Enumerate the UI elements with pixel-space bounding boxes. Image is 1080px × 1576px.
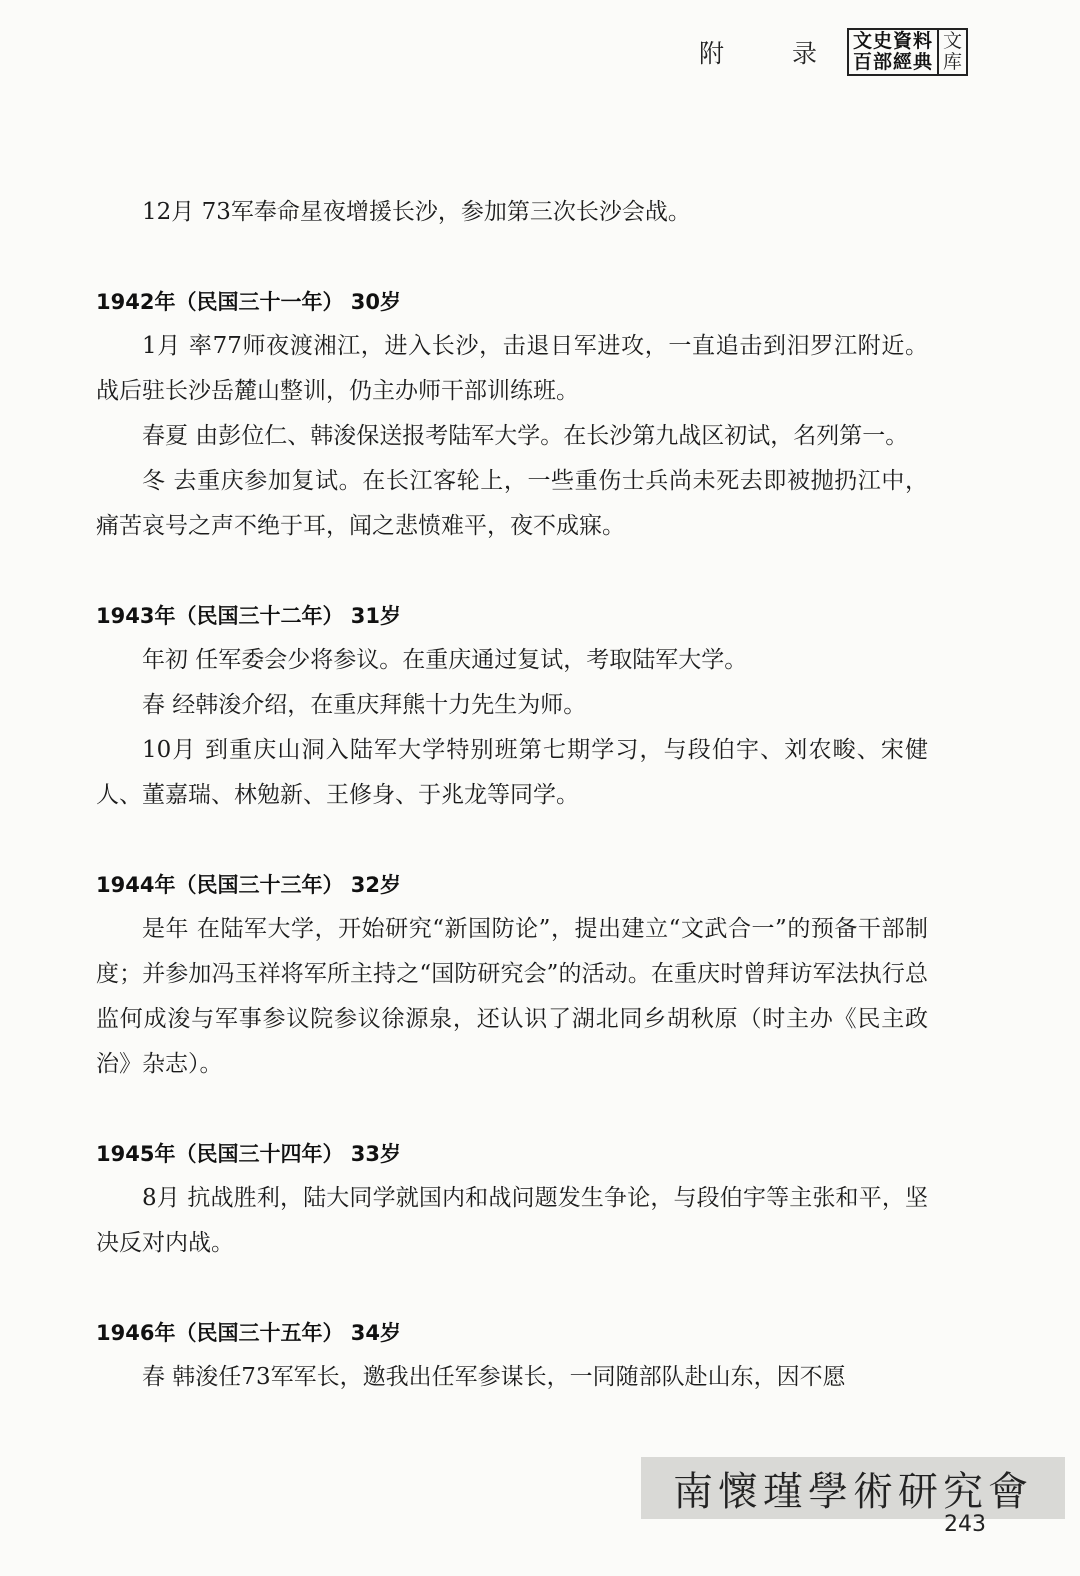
year-heading: 1946年（民国三十五年） 34岁 <box>96 1321 401 1345</box>
chronology-entry: 春 经韩浚介绍，在重庆拜熊十力先生为师。 <box>142 692 587 718</box>
watermark-text: 南懷瑾學術研究會 <box>673 1468 1033 1515</box>
section-title: 附 录 <box>699 39 847 68</box>
year-section-1943 <box>96 594 928 818</box>
series-logo-line-1: 文史資料 <box>852 30 933 52</box>
chronology-entry: 是年 在陆军大学，开始研究“新国防论”，提出建立“文武合一”的预备干部制度；并参加冯玉祥将军所主持之“国防研究会”的活动。在重庆时曾拜访军法执行总监何成浚与军事参议院参议徐源泉，还认识了湖北同乡胡秋原（时主办《民主政治》杂志）。 <box>96 916 928 1077</box>
year-heading: 1943年（民国三十二年） 31岁 <box>96 604 401 628</box>
year-section-1945 <box>96 1132 928 1266</box>
year-section-1944 <box>96 863 928 1087</box>
year-section-1942 <box>96 280 928 549</box>
running-header <box>699 28 968 76</box>
chronology-entry: 10月 到重庆山洞入陆军大学特别班第七期学习，与段伯宇、刘农畯、宋健人、董嘉瑞、林勉新、王修身、于兆龙等同学。 <box>96 737 928 808</box>
series-logo-side-2: 库 <box>942 51 962 73</box>
series-logo-line-2: 百部經典 <box>852 51 933 73</box>
year-heading: 1942年（民国三十一年） 30岁 <box>96 290 401 314</box>
chronology-entry: 春夏 由彭位仁、韩浚保送报考陆军大学。在长沙第九战区初试，名列第一。 <box>142 423 909 449</box>
year-heading: 1945年（民国三十四年） 33岁 <box>96 1142 401 1166</box>
year-section-1946 <box>96 1311 928 1400</box>
chronology-entry: 冬 去重庆参加复试。在长江客轮上，一些重伤士兵尚未死去即被抛扔江中，痛苦哀号之声不绝于耳，闻之悲愤难平，夜不成寐。 <box>96 468 928 539</box>
chronology-entry: 8月 抗战胜利，陆大同学就国内和战问题发生争论，与段伯宇等主张和平，坚决反对内战。 <box>96 1185 928 1256</box>
intro-entry: 12月 73军奉命星夜增援长沙，参加第三次长沙会战。 <box>142 199 691 225</box>
watermark-banner <box>641 1457 1065 1519</box>
chronology-entry: 年初 任军委会少将参议。在重庆通过复试，考取陆军大学。 <box>142 647 748 673</box>
chronology-body <box>96 190 928 1400</box>
page-number: 243 <box>944 1512 986 1537</box>
series-logo-side-1: 文 <box>942 30 962 52</box>
series-logo-side <box>939 30 966 74</box>
chronology-entry: 1月 率77师夜渡湘江，进入长沙，击退日军进攻，一直追击到汨罗江附近。战后驻长沙岳麓山整训，仍主办师干部训练班。 <box>96 333 928 404</box>
year-heading: 1944年（民国三十三年） 32岁 <box>96 873 401 897</box>
series-logo-main <box>849 30 939 74</box>
chronology-entry: 春 韩浚任73军军长，邀我出任军参谋长，一同随部队赴山东，因不愿 <box>142 1364 846 1390</box>
series-logo <box>847 28 968 76</box>
